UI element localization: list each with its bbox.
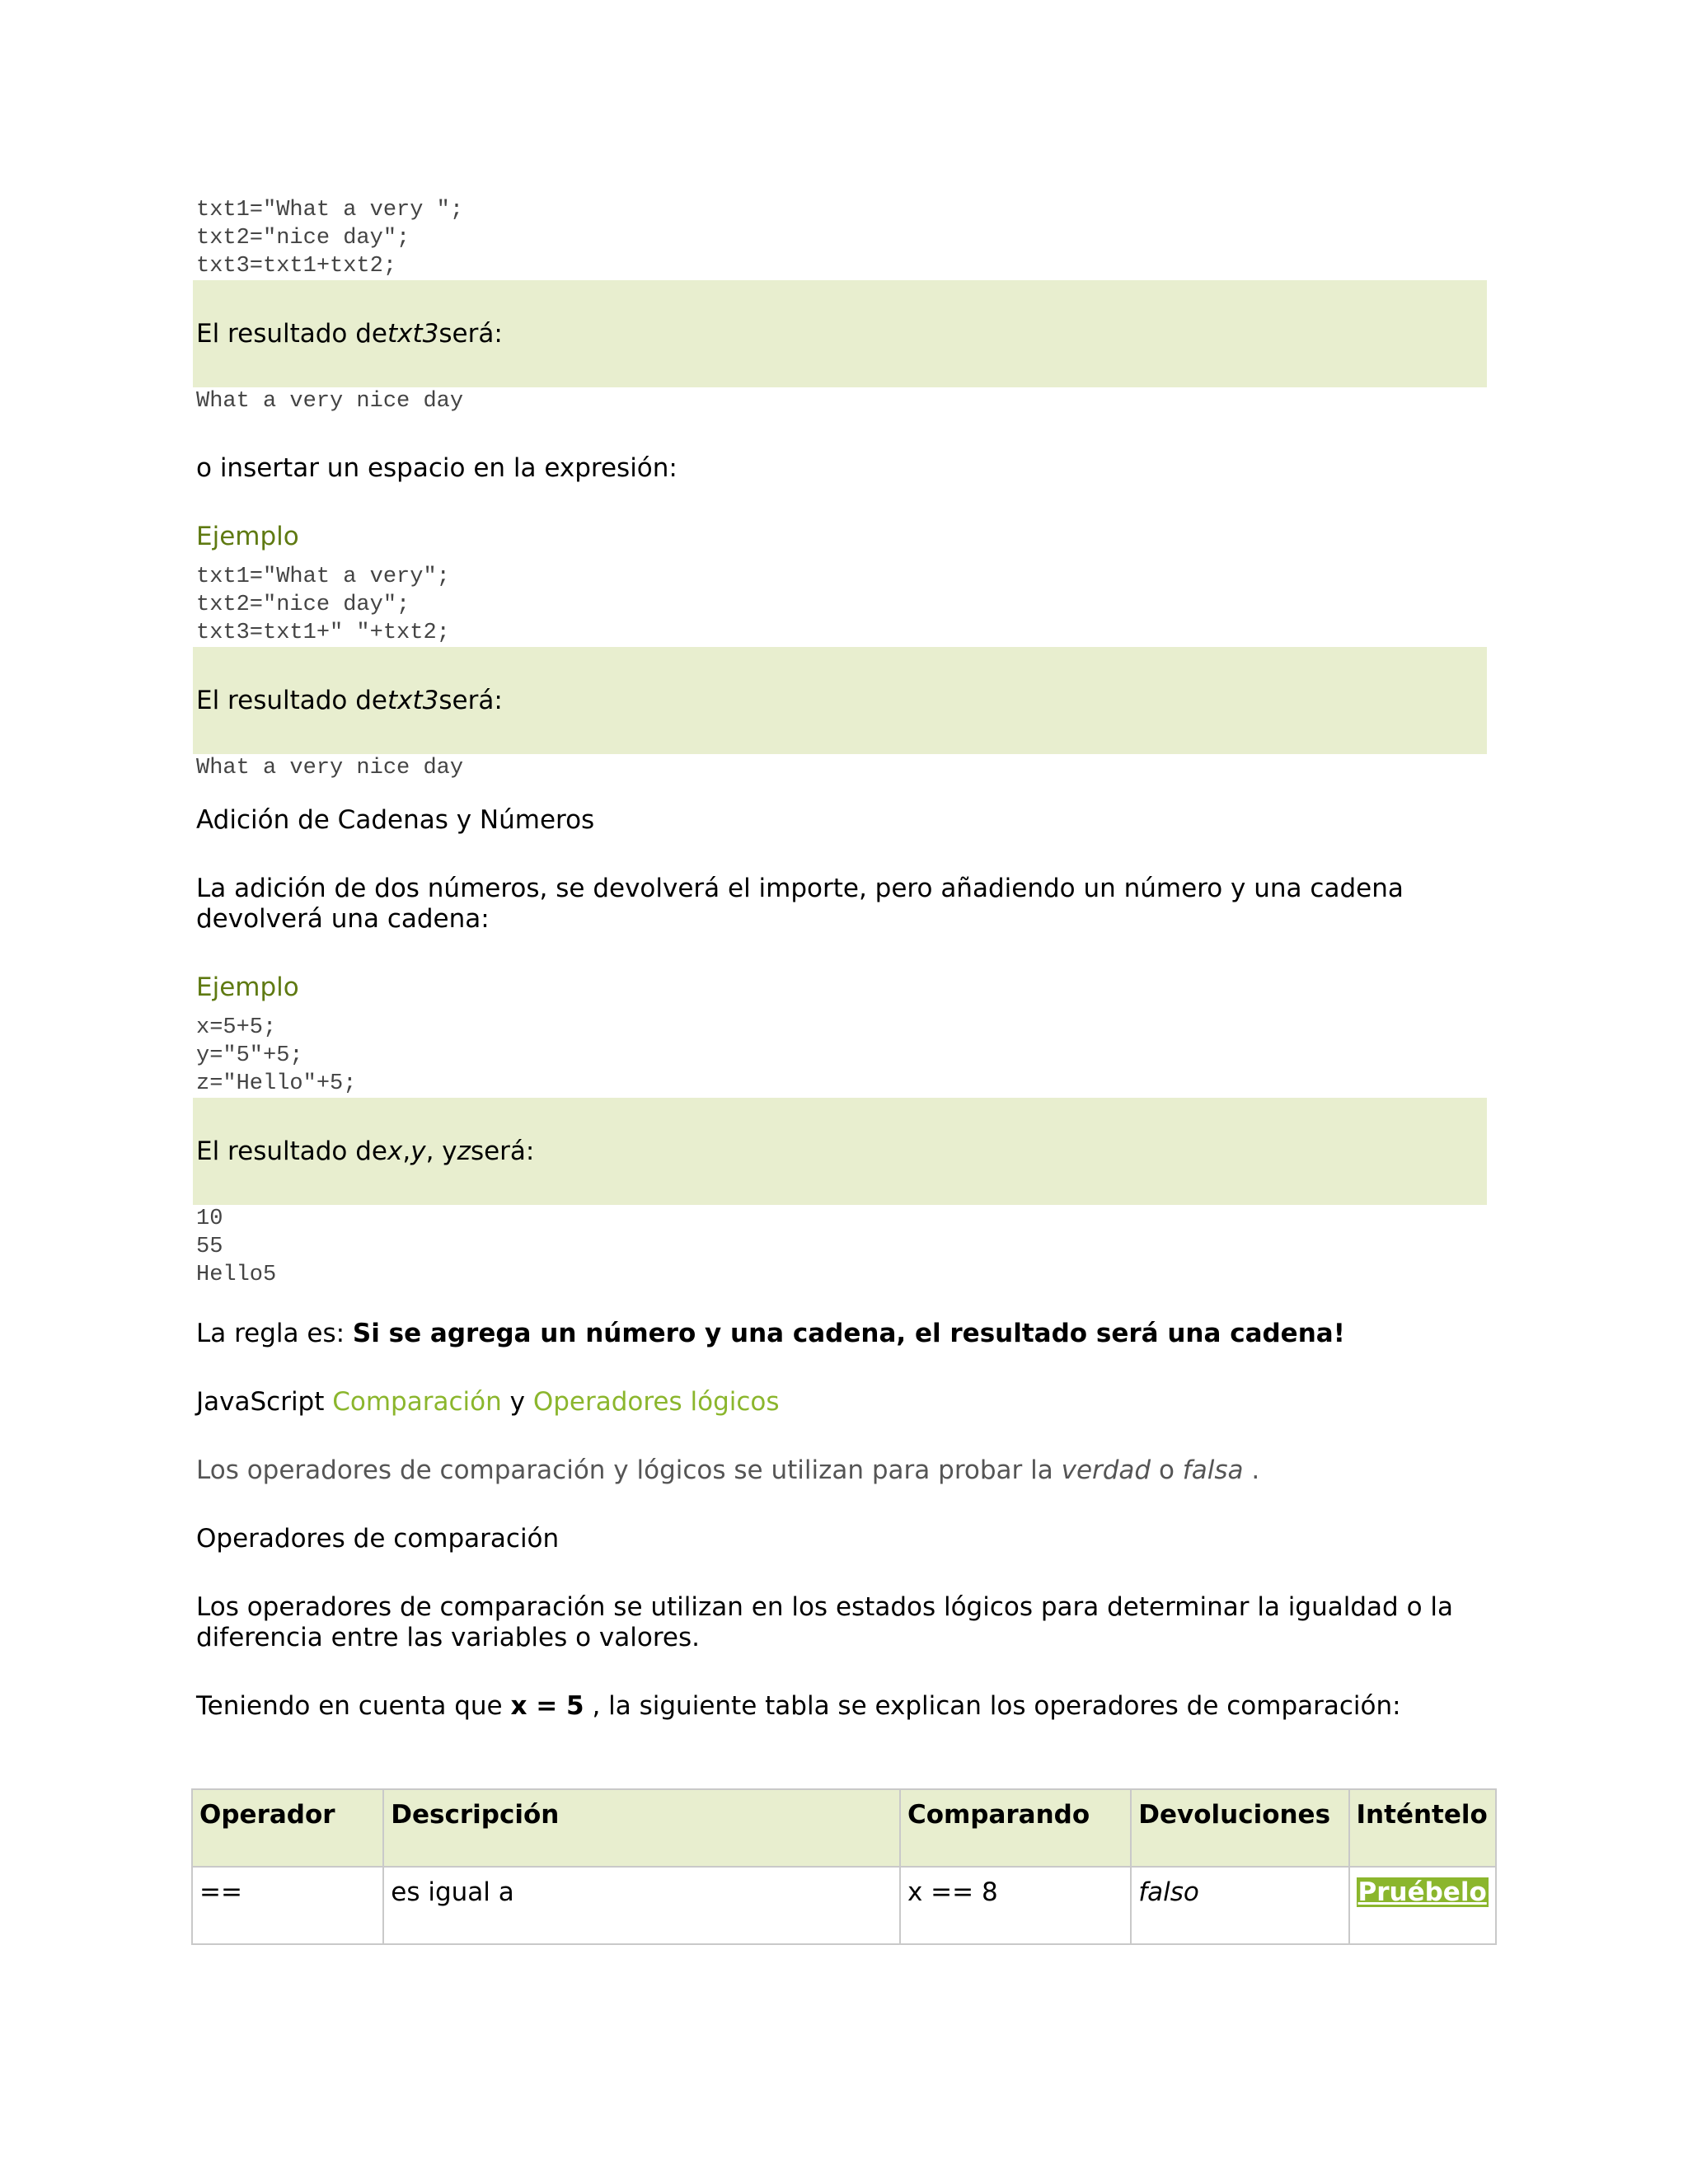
cell-returns: falso bbox=[1131, 1867, 1348, 1944]
js-comparison-title: JavaScript Comparación y Operadores lógicos bbox=[196, 1387, 780, 1417]
cell-try bbox=[1349, 1867, 1496, 1944]
output-3: 10 55 Hello5 bbox=[196, 1207, 277, 1287]
header-intentelo: Inténtelo bbox=[1349, 1789, 1496, 1867]
logic-intro: Los operadores de comparación y lógicos se utilizan para probar la verdad o falsa . bbox=[196, 1455, 1260, 1485]
result-band-2: El resultado de txt3 será: bbox=[193, 647, 1487, 754]
cell-description: es igual a bbox=[383, 1867, 900, 1944]
cell-comparing: x == 8 bbox=[900, 1867, 1131, 1944]
link-operadores-logicos[interactable]: Operadores lógicos bbox=[532, 1387, 780, 1417]
example-label-2: Ejemplo bbox=[196, 972, 299, 1002]
insert-space-text: o insertar un espacio en la expresión: bbox=[196, 453, 678, 483]
header-comparando: Comparando bbox=[900, 1789, 1131, 1867]
comparison-operators-table bbox=[191, 1788, 1497, 1945]
result-band-3: El resultado de x , y , y z será: bbox=[193, 1098, 1487, 1205]
section-add-title: Adición de Cadenas y Números bbox=[196, 805, 595, 835]
add-paragraph: La adición de dos números, se devolverá el importe, pero añadiendo un número y una cadena devolverá una cadena: bbox=[196, 874, 1404, 934]
header-devoluciones: Devoluciones bbox=[1131, 1789, 1348, 1867]
given-text: Teniendo en cuenta que x = 5 , la siguiente tabla se explican los operadores de comparación: bbox=[196, 1691, 1401, 1721]
comparison-title: Operadores de comparación bbox=[196, 1524, 560, 1554]
example-label-1: Ejemplo bbox=[196, 522, 299, 551]
table-header-row bbox=[192, 1789, 1496, 1867]
code-block-1: txt1="What a very "; txt2="nice day"; txt3=txt1+txt2; bbox=[196, 198, 464, 279]
try-it-button[interactable]: Pruébelo bbox=[1357, 1877, 1487, 1907]
code-block-2: txt1="What a very"; txt2="nice day"; txt3=txt1+" "+txt2; bbox=[196, 565, 450, 645]
link-comparacion[interactable]: Comparación bbox=[332, 1387, 502, 1417]
output-1: What a very nice day bbox=[196, 389, 464, 414]
result-band-1: El resultado de txt3 será: bbox=[193, 280, 1487, 387]
rule-text: La regla es: Si se agrega un número y una cadena, el resultado será una cadena! bbox=[196, 1319, 1345, 1348]
cell-operator: == bbox=[192, 1867, 383, 1944]
table-row bbox=[192, 1867, 1496, 1944]
code-block-3: x=5+5; y="5"+5; z="Hello"+5; bbox=[196, 1015, 357, 1096]
output-2: What a very nice day bbox=[196, 756, 464, 780]
document-page bbox=[196, 196, 1490, 1722]
header-operador: Operador bbox=[192, 1789, 383, 1867]
header-descripcion: Descripción bbox=[383, 1789, 900, 1867]
comparison-paragraph: Los operadores de comparación se utilizan en los estados lógicos para determinar la igualdad o la diferencia entre las variables o valores. bbox=[196, 1592, 1453, 1652]
